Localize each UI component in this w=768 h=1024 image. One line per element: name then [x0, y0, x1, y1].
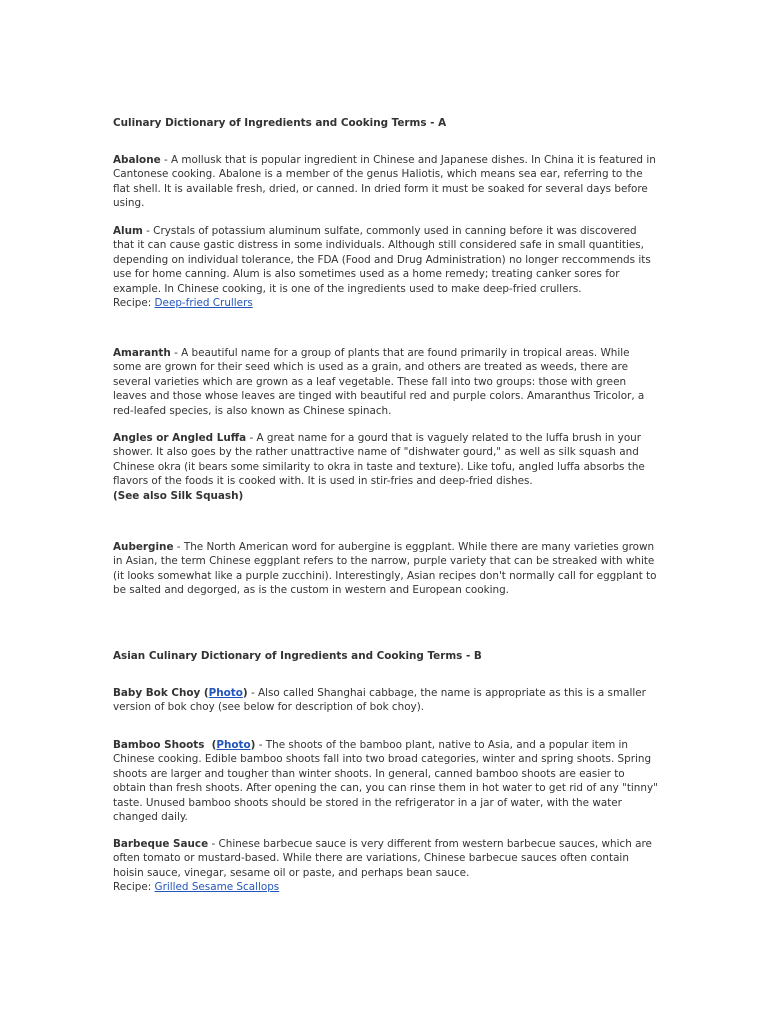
- entry-term: Barbeque Sauce: [113, 838, 209, 850]
- entry-term: Baby Bok Choy (: [113, 687, 209, 699]
- see-also-silk-squash: (See also Silk Squash): [113, 489, 244, 502]
- entry-bamboo-shoots: [113, 738, 658, 824]
- entry-term-close: ): [242, 687, 248, 699]
- entry-baby-bok-choy-text: [113, 686, 658, 715]
- entry-term: Aubergine: [113, 541, 174, 553]
- recipe-label: Recipe:: [113, 881, 155, 894]
- entry-definition: - The shoots of the bamboo plant, native to Asia, and a popular item in Chinese cooking. Edible bamboo shoots fall into two broad categories, winter and spring shoots. Spring shoots are larger and tougher than winter shoots. In general, canned bamboo shoots are easier to obtain than fresh shoots. After opening the can, you can rinse them in hot water to get rid of any "tinny" taste. Unused bamboo shoots should be stored in the refrigerator in a jar of water, with the water changed daily.: [113, 739, 658, 824]
- entry-term: Amaranth: [113, 347, 171, 359]
- recipe-link-deep-fried-crullers[interactable]: Deep-fried Crullers: [154, 297, 253, 310]
- section-b-heading: Asian Culinary Dictionary of Ingredients and Cooking Terms - B: [113, 650, 482, 662]
- entry-definition: - Crystals of potassium aluminum sulfate, commonly used in canning before it was discovered that it can cause gastic distress in some individuals. Although still considered safe in small quantities, depending on individual tolerance, the FDA (Food and Drug Administration) no longer reccommends its use for home canning. Alum is also sometimes used as a home remedy; treating canker sores for example. In Chinese cooking, it is one of the ingredients used to make deep-fried crullers.: [113, 225, 651, 295]
- entry-barbeque-sauce-text: [113, 837, 658, 880]
- recipe-line: [113, 296, 658, 310]
- section-a-heading: Culinary Dictionary of Ingredients and Cooking Terms - A: [113, 117, 447, 129]
- section-a-heading-block: [113, 116, 658, 130]
- entry-definition: - Also called Shanghai cabbage, the name is appropriate as this is a smaller version of bok choy (see below for description of bok choy).: [113, 687, 646, 714]
- recipe-line: [113, 880, 658, 894]
- section-b-heading-block: [113, 649, 658, 663]
- entry-angled-luffa-text: [113, 431, 658, 489]
- entry-abalone: [113, 153, 658, 211]
- entry-aubergine: [113, 540, 658, 598]
- entry-abalone-text: [113, 153, 658, 211]
- recipe-label: Recipe:: [113, 297, 155, 310]
- entry-term-close: ): [250, 739, 256, 751]
- entry-baby-bok-choy: [113, 686, 658, 715]
- entry-alum: [113, 224, 658, 310]
- recipe-link-grilled-sesame-scallops[interactable]: Grilled Sesame Scallops: [154, 881, 280, 894]
- entry-definition: - A beautiful name for a group of plants that are found primarily in tropical areas. While some are grown for their seed which is used as a grain, and others are treated as weeds, there are several varieties which are grown as a leaf vegetable. These fall into two groups: those with green leaves and those whose leaves are tinged with beautiful red and purple colors. Amaranthus Tricolor, a red-leafed species, is also known as Chinese spinach.: [113, 347, 645, 417]
- entry-term: Bamboo Shoots (: [113, 739, 217, 751]
- entry-term: Angles or Angled Luffa: [113, 432, 247, 444]
- entry-definition: - Chinese barbecue sauce is very different from western barbecue sauces, which are often tomato or mustard-based. While there are variations, Chinese barbecue sauces often contain hoisin sauce, vinegar, sesame oil or paste, and perhaps bean sauce.: [113, 838, 652, 879]
- entry-barbeque-sauce: [113, 837, 658, 895]
- entry-definition: - A great name for a gourd that is vaguely related to the luffa brush in your shower. It also goes by the rather unattractive name of "dishwater gourd," as well as silk squash and Chinese okra (it bears some similarity to okra in taste and texture). Like tofu, angled luffa absorbs the flavors of the foods it is cooked with. It is used in stir-fries and deep-fried dishes.: [113, 432, 645, 488]
- entry-alum-text: [113, 224, 658, 296]
- entry-amaranth: [113, 346, 658, 418]
- photo-link-bamboo-shoots[interactable]: Photo: [216, 739, 251, 751]
- entry-bamboo-shoots-text: [113, 738, 658, 824]
- entry-definition: - A mollusk that is popular ingredient in Chinese and Japanese dishes. In China it is featured in Cantonese cooking. Abalone is a member of the genus Haliotis, which means sea ear, referring to the flat shell. It is available fresh, dried, or canned. In dried form it must be soaked for several days before using.: [113, 154, 656, 210]
- entry-term: Abalone: [113, 154, 161, 166]
- entry-term: Alum: [113, 225, 143, 237]
- entry-aubergine-text: [113, 540, 658, 598]
- photo-link-baby-bok-choy[interactable]: Photo: [208, 687, 243, 699]
- entry-amaranth-text: [113, 346, 658, 418]
- entry-definition: - The North American word for aubergine is eggplant. While there are many varieties grown in Asian, the term Chinese eggplant refers to the narrow, purple variety that can be streaked with white (it looks somewhat like a purple zucchini). Interestingly, Asian recipes don't normally call for eggplant to be salted and degorged, as is the custom in western and European cooking.: [113, 541, 657, 597]
- entry-angled-luffa: [113, 431, 658, 503]
